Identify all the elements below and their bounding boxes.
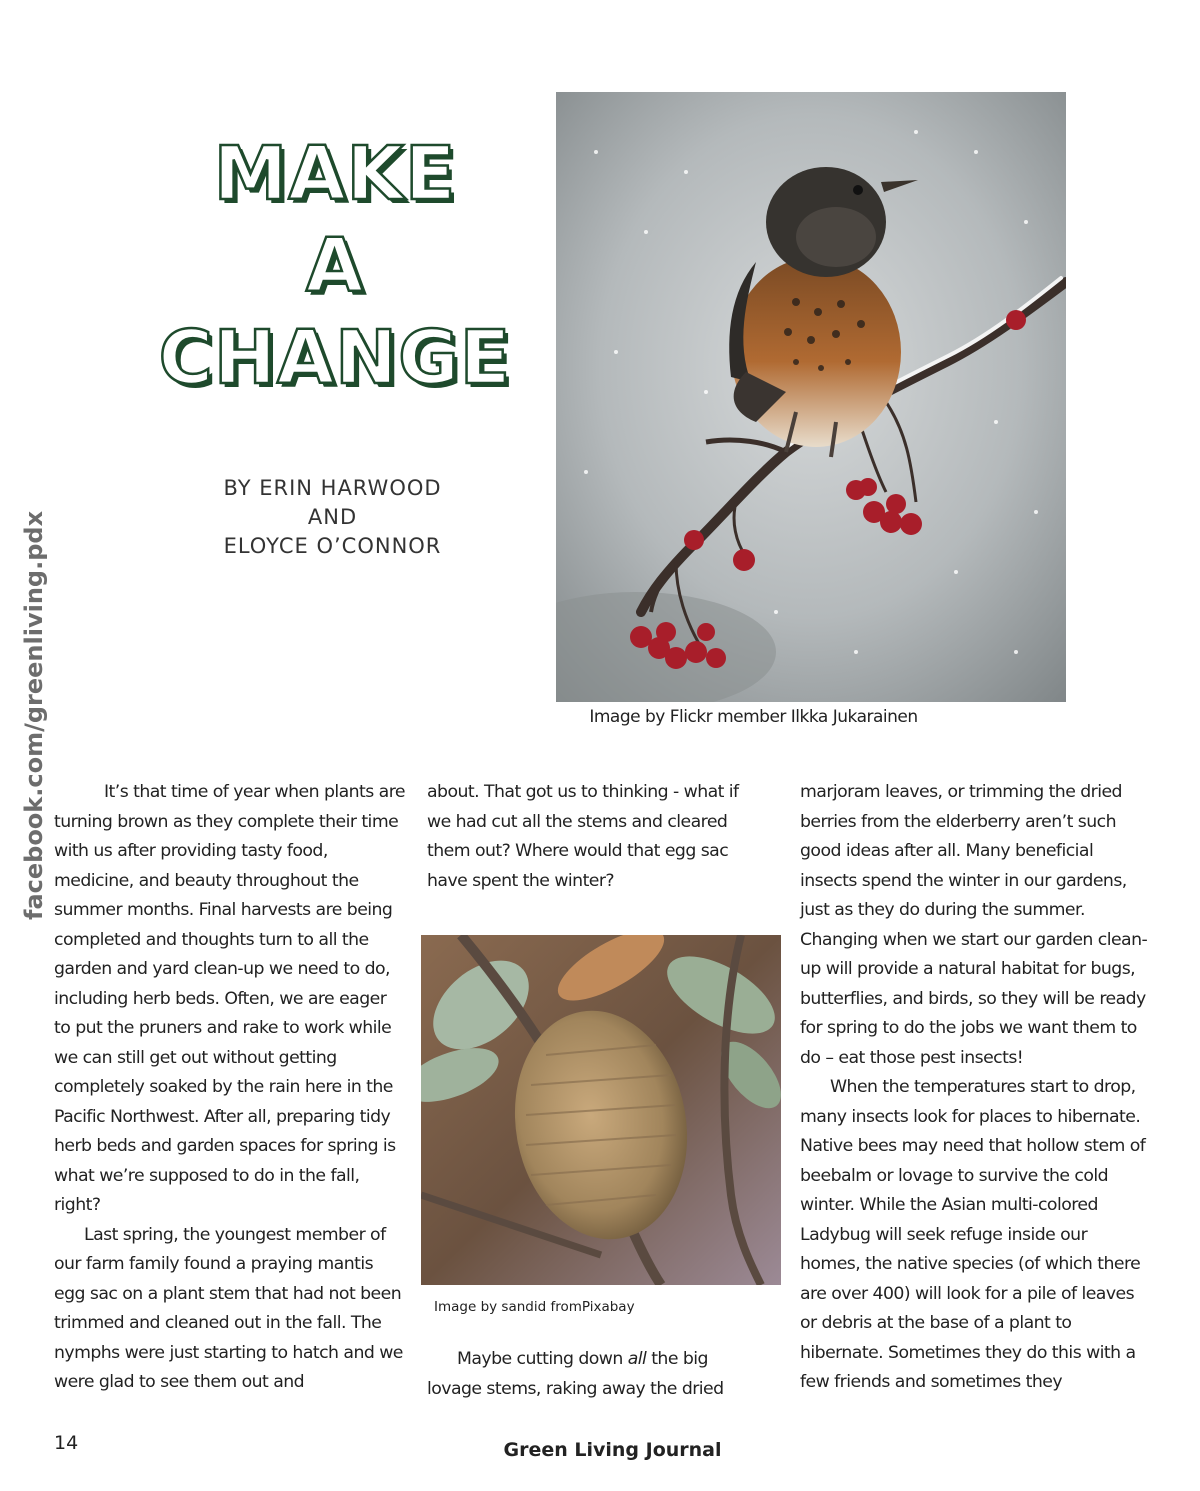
page-number: 14 <box>54 1432 79 1454</box>
body-column-1 <box>54 778 406 1398</box>
publication-name: Green Living Journal <box>503 1439 722 1461</box>
col3-paragraph-2: When the temperatures start to drop, many insects look for places to hibernate. Native bees may need that hollow stem of beebalm or lovage to survive the cold winter. While the Asian multi-colored Ladybug will seek refuge inside our homes, the native species (of which there are over 400) will look for a pile of leaves or debris at the base of a plant to hibernate. Sometimes they do this with a few friends and sometimes they <box>800 1077 1146 1392</box>
bird-photo-caption: Image by Flickr member Ilkka Jukarainen <box>589 707 918 727</box>
egg-sac-photo-caption: Image by sandid fromPixabay <box>434 1299 635 1315</box>
body-column-2-bottom <box>427 1345 767 1404</box>
byline <box>180 474 485 561</box>
col1-paragraph-1: It’s that time of year when plants are turning brown as they complete their time with us after providing tasty food, medicine, and beauty throughout the summer months. Final harvests are being completed and thoughts turn to all the garden and yard clean-up we need to do, including herb beds. Often, we are eager to put the pruners and rake to work while we can still get out without getting completely soaked by the rain here in the Pacific Northwest. After all, preparing tidy herb beds and garden spaces for spring is what we’re supposed to do in the fall, right? <box>54 782 405 1215</box>
col2-p2-text-before: Maybe cutting down <box>457 1349 628 1369</box>
col3-paragraph-1: marjoram leaves, or trimming the dried berries from the elderberry aren’t such good ideas after all. Many beneficial insects spend the winter in our gardens, just as they do during the summer. Changing when we start our garden clean-up will provide a natural habitat for bugs, butterflies, and birds, so they will be ready for spring to do the jobs we want them to do – eat those pest insects! <box>800 782 1148 1068</box>
col2-p2-text-after: the big lovage stems, raking away the dried <box>427 1349 724 1399</box>
byline-line-3: ELOYCE O’CONNOR <box>223 534 442 558</box>
title-line-1: MAKE <box>213 131 457 217</box>
byline-line-2: AND <box>307 505 358 529</box>
article-title <box>150 128 520 404</box>
col2-p2-emphasis: all <box>627 1349 647 1369</box>
col1-paragraph-2: Last spring, the youngest member of our farm family found a praying mantis egg sac on a plant stem that had not been trimmed and cleaned out in the fall. The nymphs were just starting to hatch and we were glad to see them out and <box>54 1224 403 1392</box>
byline-line-1: BY ERIN HARWOOD <box>223 476 442 500</box>
egg-sac-photo <box>421 935 781 1285</box>
body-column-2-top <box>427 778 767 896</box>
title-line-2: A <box>305 223 365 309</box>
col2-paragraph-2 <box>427 1345 767 1404</box>
col2-paragraph-1: about. That got us to thinking - what if we had cut all the stems and cleared them out? Where would that egg sac have spent the winter? <box>427 782 739 891</box>
title-line-3: CHANGE <box>158 315 512 401</box>
bird-photo <box>556 92 1066 702</box>
facebook-url: facebook.com/greenliving.pdx <box>20 510 48 920</box>
body-column-3 <box>800 778 1152 1398</box>
